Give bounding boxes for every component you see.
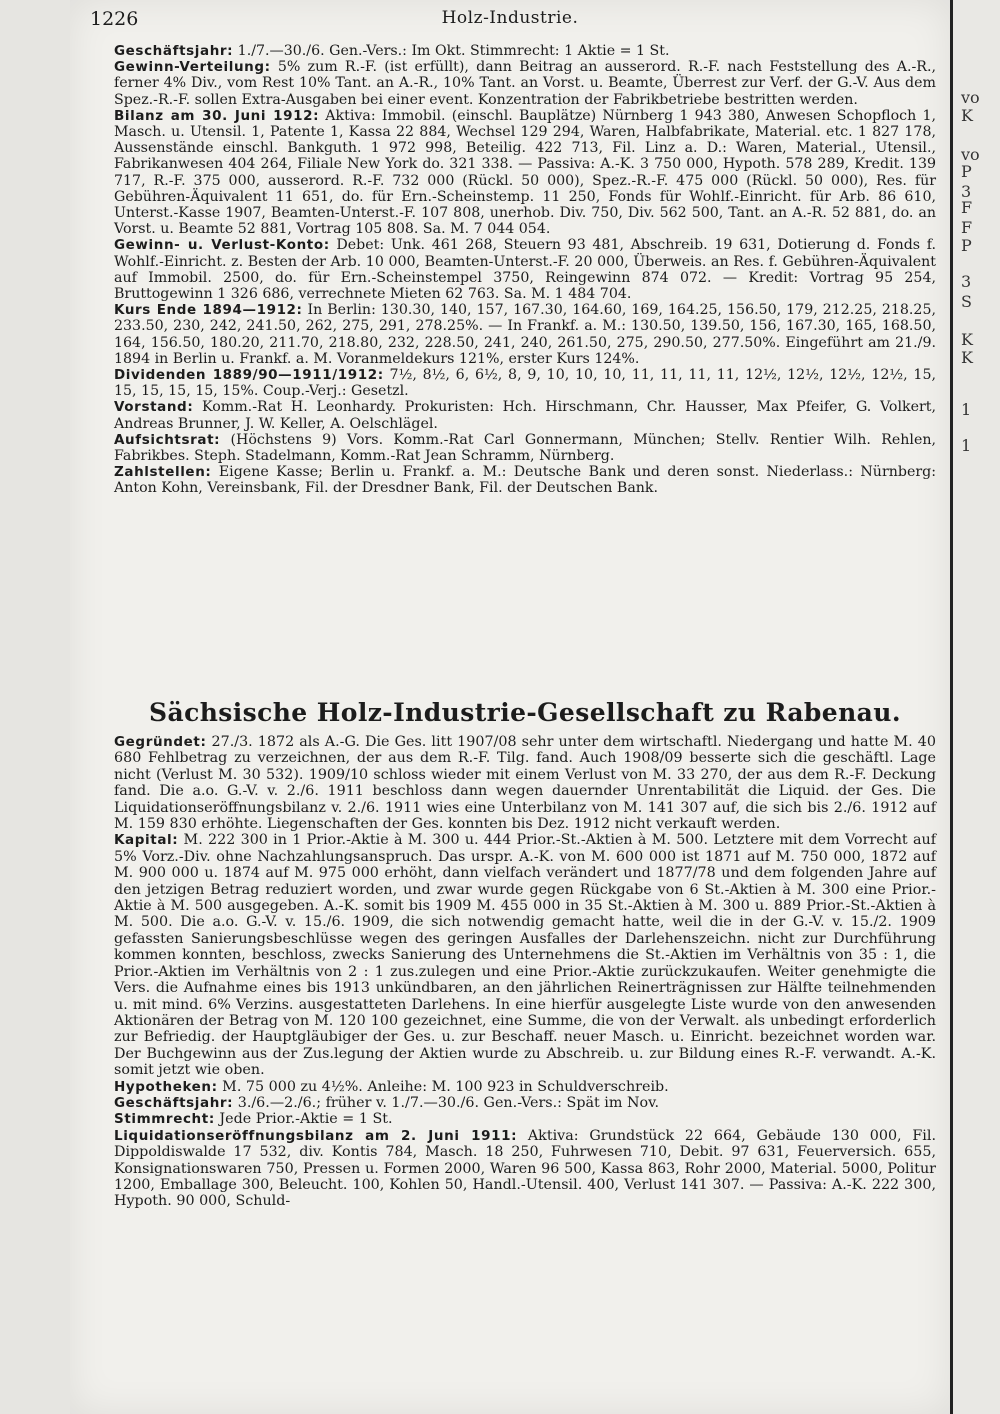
paragraph-lead: Aufsichtsrat: <box>114 431 221 448</box>
paragraph-text: Aktiva: Immobil. (einschl. Bauplätze) Nürnberg 1 943 380, Anwesen Schopfloch 1, Masch. u. Utensil. 1, Patente 1, Kassa 22 884, Wechsel 129 294, Waren, Halbfabrikate, Material. etc. 1 827 178, Aussenstände einschl. Bankguth. 1 972 998, Beteilig. 422 713, Fil. Linz a. D.: Waren, Material., Utensil., Fabrikanwesen 404 264, Filiale New York do. 321 338. — Passiva: A.-K. 3 750 000, Hypoth. 578 289, Kredit. 139 717, R.-F. 375 000, ausserord. R.-F. 732 000 (Rückl. 50 000), Spez.-R.-F. 475 000 (Rückl. 50 000), Res. für Gebühren-Äquivalent 11 651, do. für Ern.-Scheinstemp. 11 250, Fonds für Wohlf.-Einricht. für Arb. 86 610, Unterst.-Kasse 1907, Beamten-Unterst.-F. 107 808, unerhob. Div. 750, Div. 562 500, Tant. an A.-R. 52 881, do. an Vorst. u. Beamte 52 881, Vortrag 105 808. Sa. M. 7 044 054. <box>114 107 936 238</box>
paragraph-lead: Geschäftsjahr: <box>114 1094 234 1111</box>
margin-fragment: K <box>961 330 973 349</box>
margin-fragment: F <box>961 218 973 237</box>
paragraph-lead: Stimmrecht: <box>114 1111 215 1128</box>
paragraph <box>114 734 936 832</box>
margin-fragment: 3 <box>961 182 972 201</box>
paragraph-lead: Gewinn- u. Verlust-Konto: <box>114 237 330 254</box>
paragraph-text: In Berlin: 130.30, 140, 157, 167.30, 164.60, 169, 164.25, 156.50, 179, 212.25, 218.25, 233.50, 230, 242, 241.50, 262, 275, 291, 278.25%. — In Frankf. a. M.: 130.50, 139.50, 156, 167.30, 165, 168.50, 164, 156.50, 180.20, 211.70, 218.80, 232, 228.50, 241, 240, 261.50, 275, 290.50, 277.50%. Eingeführt am 21./9. 1894 in Berlin u. Frankf. a. M. Voranmeldekurs 121%, erster Kurs 124%. <box>114 302 936 367</box>
paragraph-text: M. 222 300 in 1 Prior.-Aktie à M. 300 u. 444 Prior.-St.-Aktien à M. 500. Letztere mit dem Vorrecht auf 5% Vorz.-Div. ohne Nachzahlungsanspruch. Das urspr. A.-K. von M. 600 000 ist 1871 auf M. 750 000, 1872 auf M. 900 000 u. 1874 auf M. 975 000 erhöht, dann vielfach verändert und 1877/78 und dem folgenden Jahre auf den jetzigen Betrag reduziert worden, und zwar wurde gegen Rückgabe von 6 St.-Aktien à M. 300 eine Prior.-Aktie à M. 500 ausgegeben. A.-K. somit bis 1909 M. 455 000 in 35 St.-Aktien à M. 300 u. 889 Prior.-St.-Aktien à M. 500. Die a.o. G.-V. v. 15./6. 1909, die sich notwendig gemacht hatte, weil die in der G.-V. v. 15./2. 1909 gefassten Sanierungsbeschlüsse wegen des geringen Ausfalles der Darlehenszeichn. nicht zur Durchführung kommen konnten, beschloss, zwecks Sanierung des Unternehmens die St.-Aktien im Verhältnis von 35 : 1, die Prior.-Aktien im Verhältnis von 2 : 1 zus.zulegen und eine Prior.-Aktie zurückzukaufen. Weiter genehmigte die Vers. die Aufnahme eines bis 1913 unkündbaren, an den jährlichen Reinerträgnissen zur Hälfte teilnehmenden u. mit mind. 6% Verzins. ausgestatteten Darlehens. In eine hierfür ausgelegte Liste wurde von den anwesenden Aktionären der Betrag von M. 120 100 gezeichnet, eine Summe, die von der Verwalt. als unbedingt erforderlich zur Befriedig. der Hauptgläubiger der Ges. u. zur Beschaff. neuer Masch. u. Einricht. bezeichnet worden war. Der Buchgewinn aus der Zus.legung der Aktien wurde zu Abschreib. u. zur Bildung eines R.-F. verwandt. A.-K. somit jetzt wie oben. <box>114 832 936 1079</box>
paragraph-lead: Geschäftsjahr: <box>114 43 234 59</box>
paragraph <box>114 432 936 464</box>
left-margin <box>0 0 70 1414</box>
paragraph-text: Aktiva: Grundstück 22 664, Gebäude 130 000, Fil. Dippoldiswalde 17 532, div. Kontis 784, Masch. 18 250, Fuhrwesen 710, Debit. 97 631, Feuerversich. 655, Konsignationswaren 750, Pressen u. Formen 2000, Waren 96 500, Kassa 863, Rohr 2000, Material. 5000, Politur 1200, Emballage 300, Beleucht. 100, Kohlen 50, Handl.-Utensil. 400, Verlust 141 307. — Passiva: A.-K. 222 300, Hypoth. 90 000, Schuld- <box>114 1127 936 1210</box>
margin-fragment: S <box>961 292 972 311</box>
paragraph-text: (Höchstens 9) Vors. Komm.-Rat Carl Gonnermann, München; Stellv. Rentier Wilh. Rehlen, Fabrikbes. Steph. Stadelmann, Komm.-Rat Jean Schramm, Nürnberg. <box>114 431 936 465</box>
paragraph <box>114 367 936 399</box>
paragraph <box>114 399 936 431</box>
paragraph-lead: Hypotheken: <box>114 1078 218 1095</box>
paragraph-lead: Kurs Ende 1894—1912: <box>114 302 303 319</box>
paragraph-text: 27./3. 1872 als A.-G. Die Ges. litt 1907/08 sehr unter dem wirtschaftl. Niedergang und hatte M. 40 680 Fehlbetrag zu verzeichnen, der aus dem R.-F. Tilg. fand. Auch 1908/09 besserte sich die geschäftl. Lage nicht (Verlust M. 30 532). 1909/10 schloss wieder mit einem Verlust von M. 33 270, der aus dem R.-F. Deckung fand. Die a.o. G.-V. v. 2./6. 1911 beschloss dann wegen dauernder Unrentabilität die Liquid. der Ges. Die Liquidationseröffnungsbilanz v. 2./6. 1911 wies eine Unterbilanz von M. 141 307 auf, die sich bis 2./6. 1912 auf M. 159 830 erhöhte. Liegenschaften der Ges. konnten bis Dez. 1912 nicht verkauft werden. <box>114 734 936 833</box>
paragraph <box>114 43 936 59</box>
company1-section <box>114 43 936 497</box>
paragraph <box>114 1111 936 1127</box>
margin-fragment: vo <box>961 88 980 107</box>
paragraph-text: 1./7.—30./6. Gen.-Vers.: Im Okt. Stimmrecht: 1 Aktie = 1 St. <box>233 43 670 59</box>
paragraph <box>114 1128 936 1210</box>
paragraph <box>114 832 936 1078</box>
paragraph-lead: Vorstand: <box>114 399 194 416</box>
margin-fragment: 1 <box>961 400 972 419</box>
paragraph <box>114 1079 936 1095</box>
paragraph-lead: Kapital: <box>114 832 179 849</box>
margin-fragment: K <box>961 106 973 125</box>
margin-fragment: K <box>961 348 973 367</box>
paragraph-text: Komm.-Rat H. Leonhardy. Prokuristen: Hch. Hirschmann, Chr. Hausser, Max Pfeifer, G. Volkert, Andreas Brunner, J. W. Keller, A. Oelschlägel. <box>114 399 936 432</box>
paragraph <box>114 59 936 108</box>
margin-fragment: P <box>961 162 972 181</box>
paragraph-text: 7½, 8½, 6, 6½, 8, 9, 10, 10, 10, 11, 11, 11, 11, 12½, 12½, 12½, 12½, 15, 15, 15, 15, 15, 15%. Coup.-Verj.: Gesetzl. <box>114 367 936 400</box>
paragraph-lead: Dividenden 1889/90—1911/1912: <box>114 367 384 384</box>
paragraph <box>114 1095 936 1111</box>
document-page <box>70 0 950 1414</box>
paragraph-text: M. 75 000 zu 4½%. Anleihe: M. 100 923 in Schuldverschreib. <box>217 1078 669 1095</box>
paragraph <box>114 237 936 302</box>
paragraph-lead: Zahlstellen: <box>114 464 212 481</box>
margin-fragment: vo <box>961 145 980 164</box>
paragraph-lead: Liquidationseröffnungsbilanz am 2. Juni 1911: <box>114 1127 518 1144</box>
margin-fragment: F <box>961 198 973 217</box>
margin-fragment: 1 <box>961 436 972 455</box>
paragraph-lead: Gewinn-Verteilung: <box>114 59 271 76</box>
paragraph-text: 5% zum R.-F. (ist erfüllt), dann Beitrag an ausserord. R.-F. nach Feststellung des A.-R., ferner 4% Div., vom Rest 10% Tant. an A.-R., 10% Tant. an Vorst. u. Beamte, Überrest zur Verf. der G.-V. Aus dem Spez.-R.-F. sollen Extra-Ausgaben bei einer event. Konzentration der Fabrikbetriebe bestritten werden. <box>114 59 936 108</box>
company2-section <box>114 734 936 1210</box>
paragraph-lead: Gegründet: <box>114 734 207 750</box>
paragraph <box>114 302 936 367</box>
margin-fragment: P <box>961 236 972 255</box>
paragraph <box>114 464 936 496</box>
paragraph-lead: Bilanz am 30. Juni 1912: <box>114 107 320 124</box>
paragraph <box>114 108 936 238</box>
company2-title: Sächsische Holz-Industrie-Gesellschaft zu Rabenau. <box>149 698 901 727</box>
margin-fragment: 3 <box>961 272 972 291</box>
right-margin <box>950 0 1000 1414</box>
paragraph-text: Debet: Unk. 461 268, Steuern 93 481, Abschreib. 19 631, Dotierung d. Fonds f. Wohlf.-Einricht. z. Besten der Arb. 10 000, Beamten-Unterst.-F. 20 000, Überweis. an Res. f. Gebühren-Äquivalent auf Immobil. 2500, do. für Ern.-Scheinstempel 3750, Reingewinn 874 072. — Kredit: Vortrag 95 254, Bruttogewinn 1 326 686, verrechnete Mieten 62 763. Sa. M. 1 484 704. <box>114 237 937 303</box>
paragraph-text: Eigene Kasse; Berlin u. Frankf. a. M.: Deutsche Bank und deren sonst. Niederlass.: Nürnberg: Anton Kohn, Vereinsbank, Fil. der Dresdner Bank, Fil. der Deutschen Bank. <box>114 464 936 497</box>
paragraph-text: Jede Prior.-Aktie = 1 St. <box>214 1111 393 1128</box>
running-title: Holz-Industrie. <box>441 8 579 28</box>
paragraph-text: 3./6.—2./6.; früher v. 1./7.—30./6. Gen.-Vers.: Spät im Nov. <box>233 1094 660 1111</box>
page-number: 1226 <box>90 8 139 30</box>
